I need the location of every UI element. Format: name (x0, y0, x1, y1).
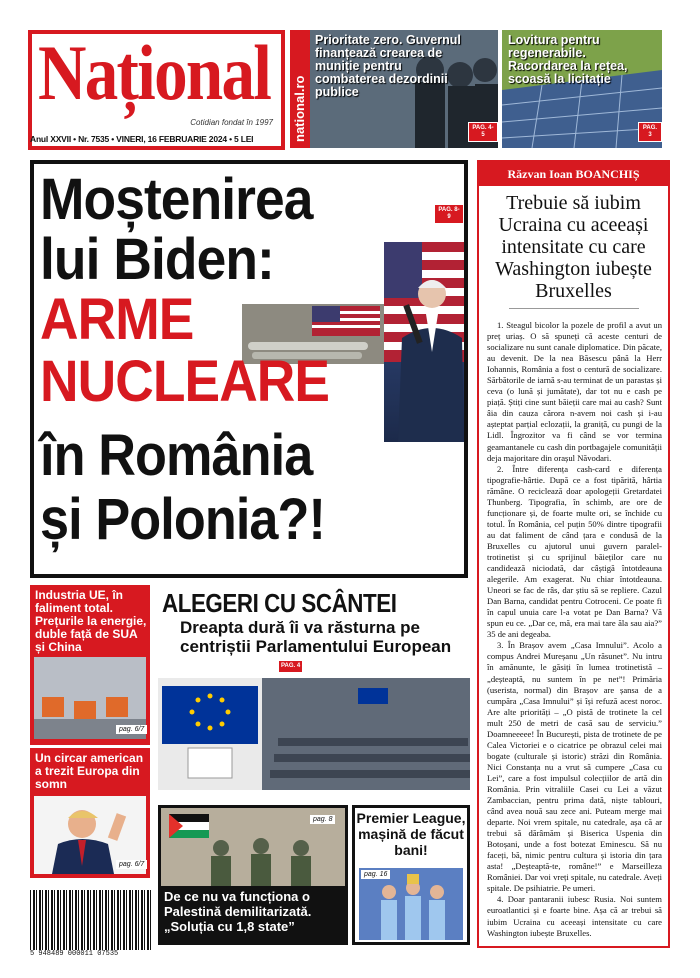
story-elections[interactable] (158, 586, 470, 796)
headline-line-red: NUCLEARE (40, 349, 330, 414)
promo-side-label (290, 30, 310, 148)
story-eu-industry[interactable] (30, 585, 150, 745)
paragraph: 2. Între diferența cash-card e diferența tipografie-hârtie. După ce a fost tipărită, hârtia rămâne. O reciclează doar apologeții Gretardatei Thunberg. Tipografia, în schimb, are ore de funcționare și, de foarte multe ori, se închide cu totul. În România, cel puțin 50% dintre tipografii au dat faliment de când țara e condusă de la Bruxelles cu ajutorul unui guvern paralel-trotinetist și cu sprijinul băieților care nu candidează niciodată, dar câștigă întotdeauna alegerile. Am exagerat. Nu chiar întotdeauna. Uneori se fac de râs, dar știu să se repliere. Cazul Dan Barna, candidat pentru Cotroceni. Ce poate fi în capul unuia care l-a votat pe Dan Barna? Vă spun eu ce. „Dar ce, mă, era mai tare ăla sau aia?” 35 de ani degeaba. (487, 463, 662, 640)
story-title: De ce nu va funcționa o Palestină demilitarizată. „Soluția cu 1,8 state” (164, 889, 312, 934)
eu-parliament-photo (158, 678, 470, 790)
page-tag: pag. 16 (361, 870, 390, 879)
headline-line: în România (40, 423, 313, 488)
site-url: national.ro (292, 75, 307, 142)
page-tag: pag. 6/7 (116, 725, 147, 734)
story-title: Un circar american a trezit Europa din somn (35, 751, 144, 791)
story-subtitle: Dreapta dură îi va răsturna pe centriștii Parlamentului European (180, 618, 452, 656)
newspaper-logo: Național (38, 29, 271, 116)
story-title: Premier League, mașină de făcut bani! (356, 810, 466, 858)
column-author: Răzvan Ioan BOANCHIȘ (479, 162, 668, 186)
page-tag: pag. 6/7 (116, 860, 147, 869)
promo-renewables[interactable] (502, 30, 662, 148)
paragraph: 4. Doar pantaranii iubesc Rusia. Noi suntem euroatlantici și e foarte bine. Așa că ar trebui să iubim Ucraina cu aceeași intensitate cu care Washington iubește Bruxelles. (487, 894, 662, 938)
headline-line: lui Biden: (40, 227, 274, 292)
story-palestine[interactable] (158, 805, 348, 945)
story-trump[interactable] (30, 748, 150, 878)
opinion-column[interactable] (477, 160, 670, 948)
issue-line: Anul XXVII • Nr. 7535 • VINERI, 16 FEBRUARIE 2024 • 5 LEI (30, 134, 254, 144)
page-badge: PAG. 4 (278, 660, 303, 673)
story-title: Industria UE, în faliment total. Prețurile la energie, duble față de SUA și China (35, 588, 147, 654)
story-headline: ALEGERI CU SCÂNTEI (162, 588, 397, 618)
column-title: Trebuie să iubim Ucraina cu aceeași intensitate cu care Washington iubește Bruxelles (495, 192, 652, 302)
masthead-logo-box[interactable] (28, 30, 285, 150)
paragraph: 1. Steagul bicolor la pozele de profil a avut un preț uriaș. O să spuneți că aceste centuri de socializare nu sunt canale diplomatice. Din păcate, au devenit. De la nea Băsescu până la Herr Iohannis, România a fost o centură de socializare. Sărbătorile de iarnă s-au terminat de un parastas și ceva (o lună și jumătate), dar tot nu e cash pe piață. Știți cine sunt băieții care mai au cash? Sunt âia din cauza cărora n-avem noi cash și i-au așteptat parțial eclozații, la graniță, cu pungi de la Lidl. Îngrozitor va fi când se vor termina geamantanele cu cash din portbagajele comunității deja majoritare din orașul Năvodari. (487, 320, 662, 463)
main-story[interactable] (30, 160, 468, 578)
barcode (30, 890, 152, 950)
headline-line: și Polonia?! (40, 487, 326, 552)
column-body (487, 320, 662, 939)
divider (509, 308, 639, 309)
promo-munition[interactable] (290, 30, 498, 148)
biden-photo (384, 242, 464, 442)
page-badge: PAG. 8-9 (434, 204, 464, 224)
logo-tagline: Cotidian fondat în 1997 (190, 118, 273, 127)
paragraph: 3. În Brașov avem „Casa Imnului”. Acolo a compus Andrei Mureșanu „Un răsunet”. Nu intru în amănunte, le găsiți în lumea trotinetistă – „deșteaptă, nu suntem în pe net”! Primăria (userista, normal) din Brașov are șansa de a cumpăra „Casa Imnului” și își refuză acest noroc. Are alte priorități – „O pistă de trotinete la cel mult 250 de metri de casă sau de serviciu.” Doamneeeee! În București, pista de trotinete de pe Calea Victoriei e o cicatrice pe obrazul celei mai bogate (culturale și istoric) străzi din România. Nici Constanța nu a vrut să cumpere „Casa cu Lei”, care a fost impulsul colecțiilor de artă din România. Prin vitraliile Casei cu Lei a văzut Zambaccian, pentru prima dată, niște tablouri, când avea nouă sau zece ani. Puteam merge mai departe. Noi vrem spitale, nu catedrale, așa că ar trebui să dărâmăm și Biserica Uspenia din Botoșani, unde a fost botezat Eminescu. Să nu faceți, bă, nimic pentru cultura și istoria din țara asta! „Deșteaptă-te, române!” e Marseilleza României. Dar voi vreți spitale, nu catedrale. Aveți spitale. De psihiatrie. Pe umeri. (487, 640, 662, 894)
page-badge: PAG. 3 (638, 122, 662, 142)
promo-title: Lovitura pentru regenerabile. Racordarea la rețea, scoasă la licitație (508, 33, 628, 86)
headline-line: Moștenirea (40, 167, 313, 232)
headline-line-red: ARME (40, 287, 194, 352)
story-premier-league[interactable] (352, 805, 470, 945)
page-badge: PAG. 4-5 (468, 122, 498, 142)
promo-title: Prioritate zero. Guvernul finanțează crearea de muniție pentru combaterea dezordinii publice (315, 33, 461, 99)
page-tag: pag. 8 (310, 815, 335, 824)
barcode-number: 5 948489 000011 07535 (30, 950, 152, 958)
